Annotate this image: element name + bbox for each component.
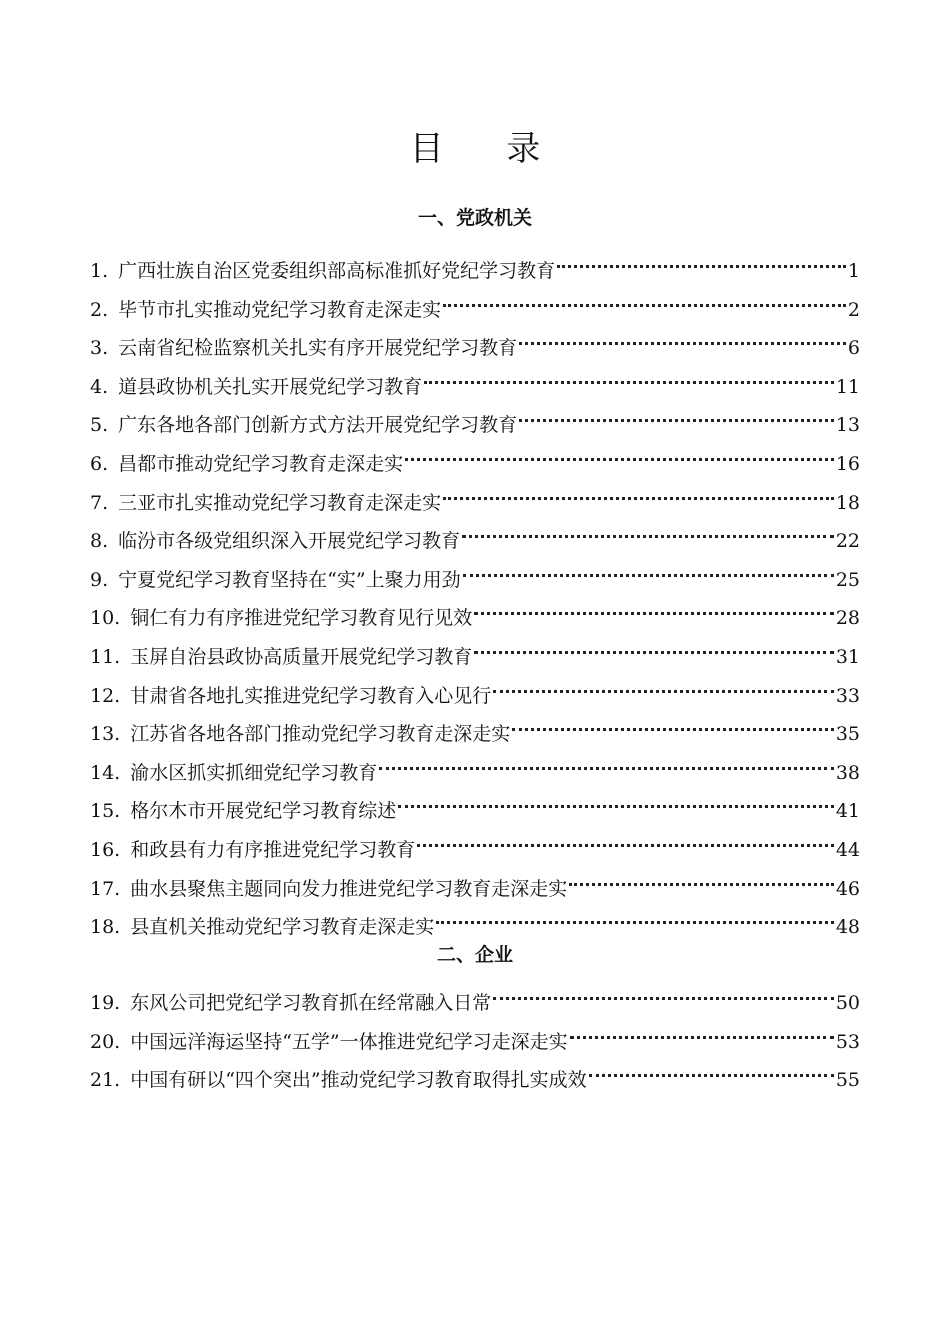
toc-entry-title: 甘肃省各地扎实推进党纪学习教育入心见行 [130,685,492,707]
toc-entry-page-number: 46 [835,878,860,900]
toc-entry-number: 3. [90,337,109,359]
toc-entry[interactable] [90,363,860,398]
toc-entry[interactable] [90,517,860,552]
dot-leader [519,324,846,354]
toc-entry[interactable] [90,247,860,282]
toc-entry-title: 毕节市扎实推动党纪学习教育走深走实 [118,299,442,321]
dot-leader [493,672,834,702]
dot-leader [557,247,846,277]
toc-entry-number: 10. [90,607,121,629]
toc-entry-page-number: 44 [835,839,860,861]
dot-leader [443,286,846,316]
dot-leader [462,517,834,547]
toc-entry-number: 1. [90,260,109,282]
toc-entry-number: 8. [90,530,109,552]
toc-entry-number: 6. [90,453,109,475]
toc-entry-title: 临汾市各级党组织深入开展党纪学习教育 [118,530,461,552]
toc-entry[interactable] [90,787,860,822]
toc-entry-number: 4. [90,376,109,398]
toc-entry-title: 和政县有力有序推进党纪学习教育 [130,839,416,861]
toc-entry-title: 广东各地各部门创新方式方法开展党纪学习教育 [118,414,518,436]
dot-leader [424,363,834,393]
toc-entry[interactable] [90,1056,860,1091]
toc-entry-page-number: 31 [835,646,860,668]
toc-entry[interactable] [90,865,860,900]
toc-entry-title: 渝水区抓实抓细党纪学习教育 [130,762,378,784]
toc-entry-page-number: 41 [835,800,860,822]
dot-leader [512,710,834,740]
dot-leader [379,749,834,779]
toc-entry-title: 昌都市推动党纪学习教育走深走实 [118,453,404,475]
dot-leader [405,440,834,470]
toc-entry-title: 格尔木市开展党纪学习教育综述 [130,800,397,822]
toc-entry-page-number: 13 [835,414,860,436]
dot-leader [463,556,834,586]
toc-entry[interactable] [90,479,860,514]
toc-entry[interactable] [90,710,860,745]
dot-leader [569,865,834,895]
toc-entry-page-number: 16 [835,453,860,475]
toc-entry-number: 20. [90,1031,121,1053]
dot-leader [417,826,834,856]
toc-entry[interactable] [90,979,860,1014]
dot-leader [474,633,834,663]
page-title: 目 录 [409,129,567,169]
dot-leader [519,401,834,431]
dot-leader [570,1018,834,1048]
toc-entry-number: 7. [90,492,109,514]
section-heading: 二、企业 [436,944,513,966]
toc-entry-title: 宁夏党纪学习教育坚持在“实”上聚力用劲 [118,569,461,591]
toc-entry-number: 16. [90,839,121,861]
toc-entry-title: 东风公司把党纪学习教育抓在经常融入日常 [130,992,492,1014]
section-heading: 一、党政机关 [417,207,532,229]
toc-entry-number: 11. [90,646,121,668]
toc-entry-page-number: 6 [847,337,860,359]
toc-entry-number: 21. [90,1069,121,1091]
toc-entry[interactable] [90,324,860,359]
toc-entry-number: 13. [90,723,121,745]
toc-entry-number: 18. [90,916,121,938]
toc-entry-page-number: 2 [847,299,860,321]
toc-entry-title: 中国有研以“四个突出”推动党纪学习教育取得扎实成效 [130,1069,587,1091]
toc-entry[interactable] [90,826,860,861]
dot-leader [443,479,834,509]
toc-entry[interactable] [90,594,860,629]
toc-entry-title: 广西壮族自治区党委组织部高标准抓好党纪学习教育 [118,260,556,282]
toc-entry-page-number: 22 [835,530,860,552]
toc-entry-page-number: 48 [835,916,860,938]
toc-entry-page-number: 55 [835,1069,860,1091]
toc-entry[interactable] [90,672,860,707]
dot-leader [436,903,834,933]
toc-entry[interactable] [90,1018,860,1053]
toc-entry-number: 5. [90,414,109,436]
toc-entry-page-number: 53 [835,1031,860,1053]
toc-entry[interactable] [90,286,860,321]
dot-leader [589,1056,834,1086]
toc-entry-page-number: 33 [835,685,860,707]
toc-entry-title: 曲水县聚焦主题同向发力推进党纪学习教育走深走实 [130,878,568,900]
toc-entry-number: 2. [90,299,109,321]
toc-entry-title: 县直机关推动党纪学习教育走深走实 [130,916,435,938]
toc-entry[interactable] [90,401,860,436]
toc-entry-number: 14. [90,762,121,784]
toc-entry-page-number: 28 [835,607,860,629]
toc-entry-number: 15. [90,800,121,822]
toc-entry-number: 9. [90,569,109,591]
toc-entry-number: 12. [90,685,121,707]
toc-entry[interactable] [90,749,860,784]
toc-entry-title: 中国远洋海运坚持“五学”一体推进党纪学习走深走实 [130,1031,568,1053]
toc-entry-page-number: 25 [835,569,860,591]
toc-entry-page-number: 35 [835,723,860,745]
toc-entry[interactable] [90,633,860,668]
toc-entry[interactable] [90,440,860,475]
dot-leader [474,594,834,624]
toc-entry-title: 三亚市扎实推动党纪学习教育走深走实 [118,492,442,514]
toc-entry-title: 江苏省各地各部门推动党纪学习教育走深走实 [130,723,511,745]
toc-entry-page-number: 18 [835,492,860,514]
toc-entry[interactable] [90,556,860,591]
dot-leader [398,787,834,817]
toc-entry-page-number: 1 [847,260,860,282]
toc-entry-number: 19. [90,992,121,1014]
toc-entry-title: 云南省纪检监察机关扎实有序开展党纪学习教育 [118,337,518,359]
toc-entry-page-number: 38 [835,762,860,784]
toc-entry-page-number: 50 [835,992,860,1014]
toc-entry[interactable] [90,903,860,938]
toc-entry-title: 玉屏自治县政协高质量开展党纪学习教育 [130,646,473,668]
toc-entry-title: 铜仁有力有序推进党纪学习教育见行见效 [130,607,473,629]
toc-entry-title: 道县政协机关扎实开展党纪学习教育 [118,376,423,398]
toc-entry-number: 17. [90,878,121,900]
dot-leader [493,979,834,1009]
toc-entry-page-number: 11 [835,376,860,398]
